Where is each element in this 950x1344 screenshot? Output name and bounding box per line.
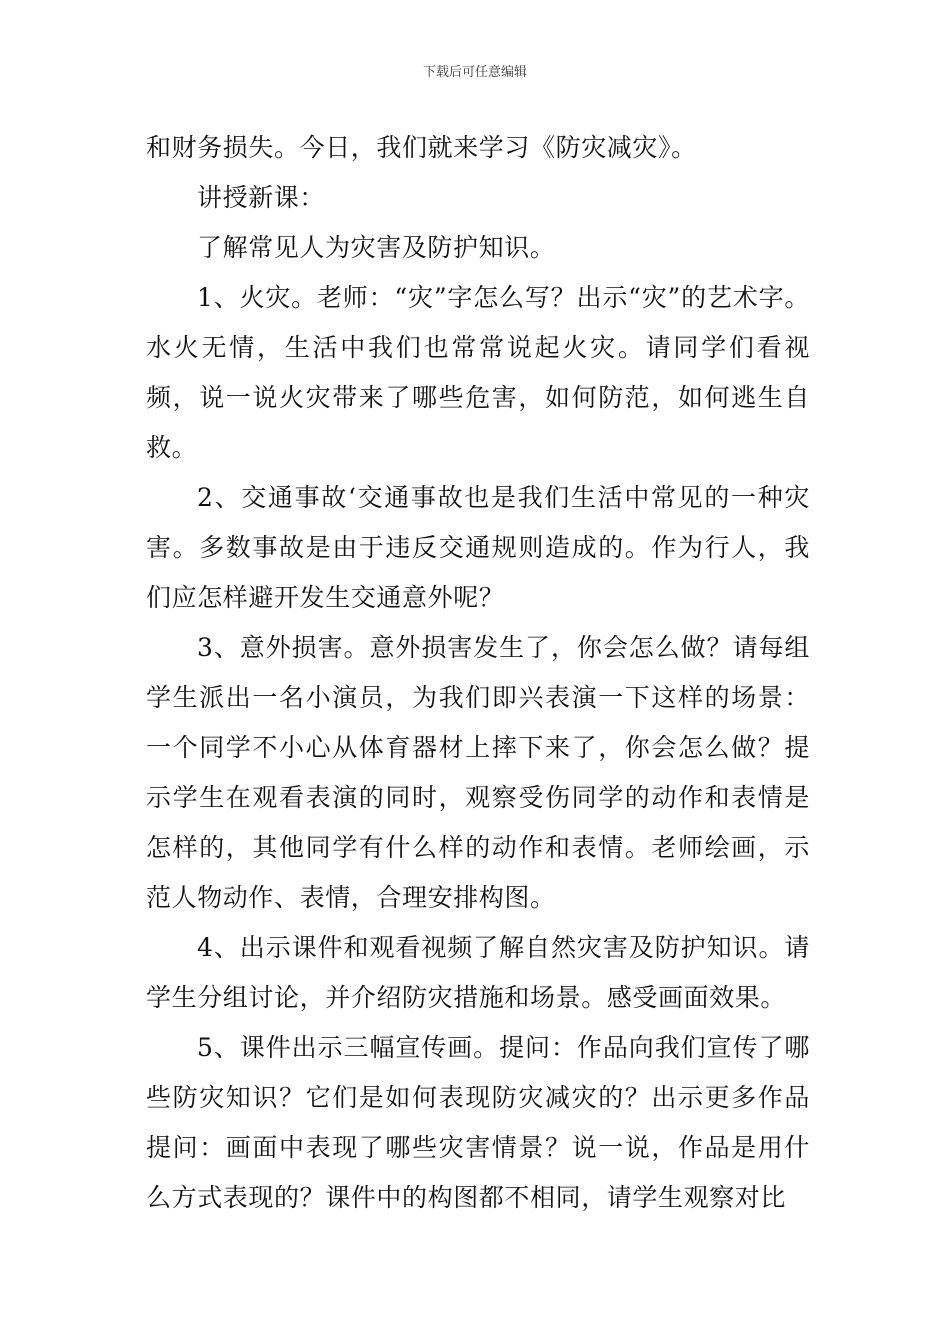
paragraph-new-lesson-heading: 讲授新课： bbox=[197, 183, 326, 212]
page-header: 下载后可任意编辑 bbox=[422, 65, 527, 80]
document-body bbox=[146, 123, 810, 1223]
paragraph-item-accident: 3、意外损害。意外损害发生了，你会怎么做？请每组学生派出一名小演员，为我们即兴表演一下这样的场景：一个同学不小心从体育器材上摔下来了，你会怎么做？提示学生在观看表演的同时，观察受伤同学的动作和表情是怎样的，其他同学有什么样的动作和表情。老师绘画，示范人物动作、表情，合理安排构图。 bbox=[146, 633, 810, 912]
paragraph-item-natural-disaster: 4、出示课件和观看视频了解自然灾害及防护知识。请学生分组讨论，并介绍防灾措施和场景。感受画面效果。 bbox=[146, 933, 810, 1012]
paragraph-intro-continuation: 和财务损失。今日，我们就来学习《防灾减灾》。 bbox=[146, 133, 697, 162]
paragraph-item-traffic: 2、交通事故‘交通事故也是我们生活中常见的一种灾害。多数事故是由于违反交通规则造成的。作为行人，我们应怎样避开发生交通意外呢？ bbox=[146, 483, 810, 612]
paragraph-item-fire: 1、火灾。老师：“灾”字怎么写？出示“灾”的艺术字。水火无情，生活中我们也常常说起火灾。请同学们看视频，说一说火灾带来了哪些危害，如何防范，如何逃生自救。 bbox=[146, 283, 810, 462]
paragraph-topic-heading: 了解常见人为灾害及防护知识。 bbox=[197, 233, 556, 262]
paragraph-item-posters: 5、课件出示三幅宣传画。提问：作品向我们宣传了哪些防灾知识？它们是如何表现防灾减灾的？出示更多作品提问：画面中表现了哪些灾害情景？说一说，作品是用什么方式表现的？课件中的构图都不相同，请学生观察对比 bbox=[146, 1033, 810, 1212]
